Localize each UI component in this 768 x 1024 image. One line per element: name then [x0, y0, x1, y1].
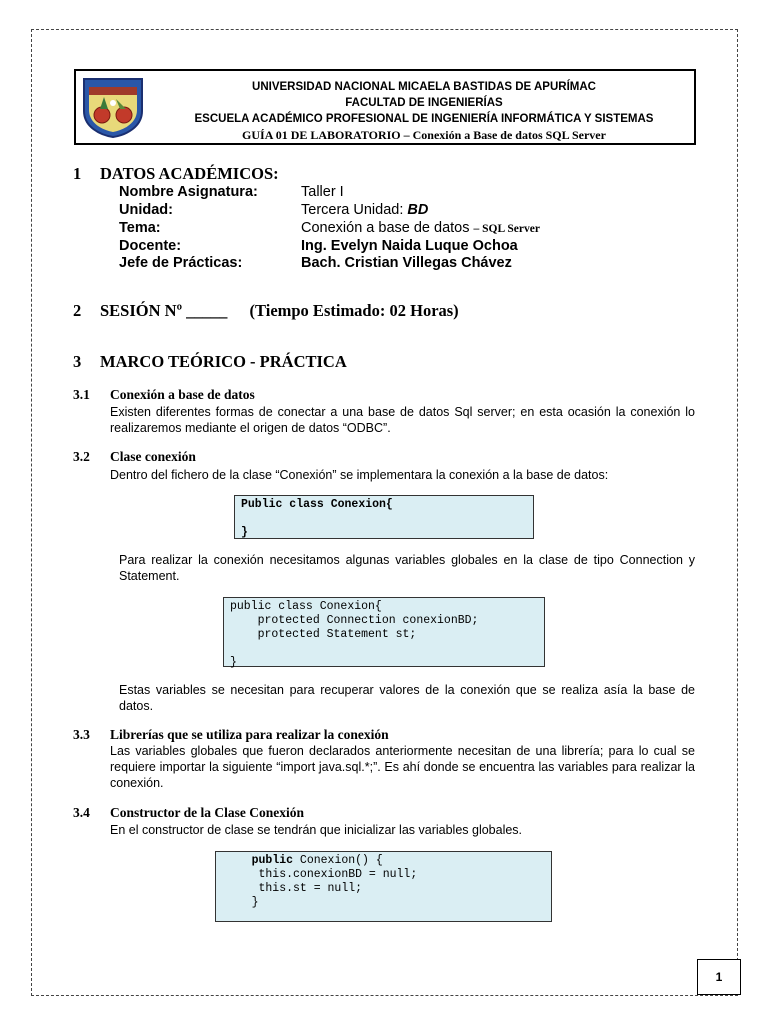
section-1-heading: 1 DATOS ACADÉMICOS:	[73, 164, 279, 183]
subsection-3-2-text-3: Estas variables se necesitan para recuperar valores de la conexión que se realiza asía la base de datos.	[119, 683, 695, 713]
school-name: ESCUELA ACADÉMICO PROFESIONAL DE INGENIERÍA INFORMÁTICA Y SISTEMAS	[194, 113, 654, 125]
subsection-3-2-text: Dentro del fichero de la clase “Conexión” se implementara la conexión a la base de datos:	[110, 468, 609, 482]
faculty-name: FACULTAD DE INGENIERÍAS	[345, 97, 503, 109]
section-2-heading: 2 SESIÓN Nº _____ (Tiempo Estimado: 02 Horas)	[73, 301, 459, 320]
code-block-constructor: public Conexion() { this.conexionBD = null; this.st = null; }	[215, 851, 552, 922]
subsection-3-1-text: Existen diferentes formas de conectar a una base de datos Sql server; en esta ocasión la conexión lo realizaremos mediante el origen de datos “ODBC”.	[110, 405, 695, 435]
section-3-heading: 3 MARCO TEÓRICO - PRÁCTICA	[73, 352, 347, 371]
subsection-3-4-text: En el constructor de clase se tendrán que inicializar las variables globales.	[110, 823, 523, 837]
subsection-3-1-heading: 3.1 Conexión a base de datos	[73, 387, 255, 402]
subsection-3-2-text-2: Para realizar la conexión necesitamos algunas variables globales en la clase de tipo Connection y Statement.	[119, 553, 695, 583]
document-header	[74, 69, 696, 145]
subsection-3-2-heading: 3.2 Clase conexión	[73, 449, 196, 464]
university-crest-icon	[80, 75, 146, 139]
subsection-3-3-heading: 3.3 Librerías que se utiliza para realizar la conexión	[73, 727, 389, 742]
guide-title: GUÍA 01 DE LABORATORIO – Conexión a Base de datos SQL Server	[242, 128, 606, 142]
subsection-3-3-text: Las variables globales que fueron declarados anteriormente necesitan de una librería; para lo cual se requiere importar la siguiente “import java.sql.*;”. Es ahí donde se encuentra las variables para realizar la conexión.	[110, 744, 695, 790]
page-number: 1	[697, 959, 741, 995]
university-name: UNIVERSIDAD NACIONAL MICAELA BASTIDAS DE APURÍMAC	[252, 81, 596, 93]
subsection-3-4-heading: 3.4 Constructor de la Clase Conexión	[73, 805, 304, 820]
code-block-class-declaration: Public class Conexion{ }	[234, 495, 534, 539]
code-block-global-variables: public class Conexion{ protected Connection conexionBD; protected Statement st; }	[223, 597, 545, 667]
